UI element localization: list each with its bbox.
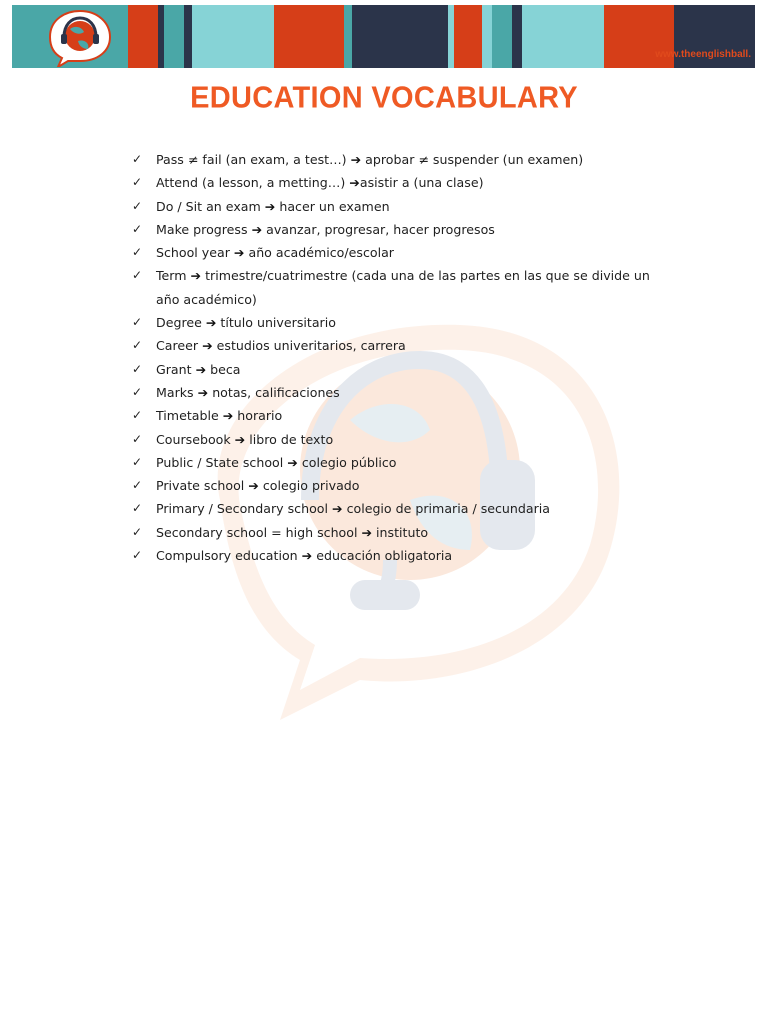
vocab-translation: instituto: [372, 524, 429, 540]
vocab-translation: aprobar ≠ suspender (un examen): [361, 152, 584, 167]
arrow-right-icon: ➔: [195, 361, 207, 377]
arrow-right-icon: ➔: [301, 548, 313, 564]
banner-stripe: [522, 5, 604, 68]
banner-stripe: [192, 5, 274, 68]
vocab-term: Secondary school = high school: [156, 524, 362, 540]
vocab-translation: hacer un examen: [275, 198, 390, 214]
vocab-translation: avanzar, progresar, hacer progresos: [262, 221, 495, 237]
list-item: [130, 264, 656, 311]
banner-stripe: [482, 5, 492, 68]
vocab-term: Grant: [156, 361, 196, 377]
banner-stripe: [128, 5, 158, 68]
checkmark-icon: ✓: [132, 338, 143, 353]
arrow-right-icon: ➔: [349, 175, 360, 191]
arrow-right-icon: ➔: [350, 152, 362, 167]
banner-stripe: [512, 5, 522, 68]
list-item: [130, 241, 660, 264]
banner-stripe: [164, 5, 184, 68]
banner-stripe: [184, 5, 192, 68]
checkmark-icon: ✓: [132, 315, 143, 330]
vocab-translation: estudios univeritarios, carrera: [212, 338, 406, 354]
list-item: [130, 218, 660, 241]
checkmark-icon: ✓: [132, 221, 143, 236]
arrow-right-icon: ➔: [361, 524, 373, 540]
vocab-translation: beca: [206, 361, 241, 377]
banner-stripe: [274, 5, 344, 68]
vocab-translation: año académico/escolar: [244, 245, 394, 261]
list-item: [130, 148, 660, 171]
checkmark-icon: ✓: [132, 454, 143, 469]
list-item: [130, 195, 660, 218]
arrow-right-icon: ➔: [197, 384, 209, 400]
site-url: www.theenglishball.: [655, 49, 751, 60]
arrow-right-icon: ➔: [202, 338, 213, 354]
vocab-term: Marks: [156, 384, 198, 400]
banner-stripe: [492, 5, 512, 68]
arrow-right-icon: ➔: [222, 408, 234, 424]
arrow-right-icon: ➔: [205, 315, 217, 331]
banner-stripe: [352, 5, 448, 68]
list-item: [130, 171, 660, 194]
vocab-term: Make progress: [156, 221, 252, 237]
arrow-right-icon: ➔: [264, 198, 276, 214]
list-item: [130, 521, 660, 544]
checkmark-icon: ✓: [132, 245, 143, 260]
checkmark-icon: ✓: [132, 408, 143, 423]
list-item: [130, 451, 660, 474]
arrow-right-icon: ➔: [190, 268, 202, 284]
arrow-right-icon: ➔: [251, 221, 263, 237]
vocab-translation: título universitario: [216, 315, 336, 331]
vocab-term: Compulsory education: [156, 548, 302, 564]
checkmark-icon: ✓: [132, 152, 143, 166]
banner-stripe: [454, 5, 482, 68]
checkmark-icon: ✓: [132, 198, 143, 213]
arrow-right-icon: ➔: [233, 245, 245, 261]
page-title: EDUCATION VOCABULARY: [190, 81, 578, 115]
list-item: [130, 381, 660, 404]
vocab-term: Timetable: [156, 408, 223, 424]
checkmark-icon: ✓: [132, 478, 143, 493]
vocab-term: Career: [156, 338, 203, 354]
vocab-term: Degree: [156, 315, 206, 331]
vocab-term: Primary / Secondary school: [156, 501, 332, 517]
vocab-translation: horario: [233, 408, 283, 424]
arrow-right-icon: ➔: [234, 431, 246, 447]
list-item: [130, 428, 660, 451]
list-item: [130, 474, 660, 497]
vocab-translation: colegio de primaria / secundaria: [342, 501, 550, 517]
vocab-term: Public / State school: [156, 454, 288, 470]
header-banner: [12, 5, 755, 68]
vocab-translation: colegio privado: [258, 478, 360, 494]
checkmark-icon: ✓: [132, 548, 143, 563]
vocab-term: Do / Sit an exam: [156, 198, 265, 214]
checkmark-icon: ✓: [132, 361, 143, 376]
vocab-translation: educación obligatoria: [312, 548, 453, 564]
vocab-translation: asistir a (una clase): [359, 175, 484, 191]
headset-globe-logo: [40, 7, 114, 67]
list-item: [130, 334, 660, 357]
checkmark-icon: ✓: [132, 268, 143, 283]
checkmark-icon: ✓: [132, 175, 143, 190]
arrow-right-icon: ➔: [248, 478, 259, 494]
vocab-term: Attend (a lesson, a metting…): [156, 175, 350, 191]
vocab-term: School year: [156, 245, 234, 261]
list-item: [130, 497, 660, 520]
list-item: [130, 358, 660, 381]
vocabulary-list: [130, 148, 660, 567]
banner-stripe: [344, 5, 352, 68]
vocab-translation: notas, calificaciones: [208, 384, 340, 400]
vocab-translation: colegio público: [297, 454, 397, 470]
list-item: [130, 544, 660, 567]
vocab-term: Private school: [156, 478, 249, 494]
checkmark-icon: ✓: [132, 524, 143, 539]
arrow-right-icon: ➔: [287, 454, 298, 470]
vocab-translation: libro de texto: [245, 431, 334, 447]
checkmark-icon: ✓: [132, 431, 143, 446]
vocab-translation: trimestre/cuatrimestre (cada una de las partes en las que se divide un año académico): [156, 268, 650, 307]
checkmark-icon: ✓: [132, 384, 143, 399]
list-item: [130, 404, 660, 427]
vocab-term: Term: [156, 268, 191, 284]
checkmark-icon: ✓: [132, 501, 143, 516]
arrow-right-icon: ➔: [332, 501, 343, 517]
vocab-term: Pass ≠ fail (an exam, a test…): [156, 152, 351, 167]
vocab-term: Coursebook: [156, 431, 235, 447]
list-item: [130, 311, 660, 334]
